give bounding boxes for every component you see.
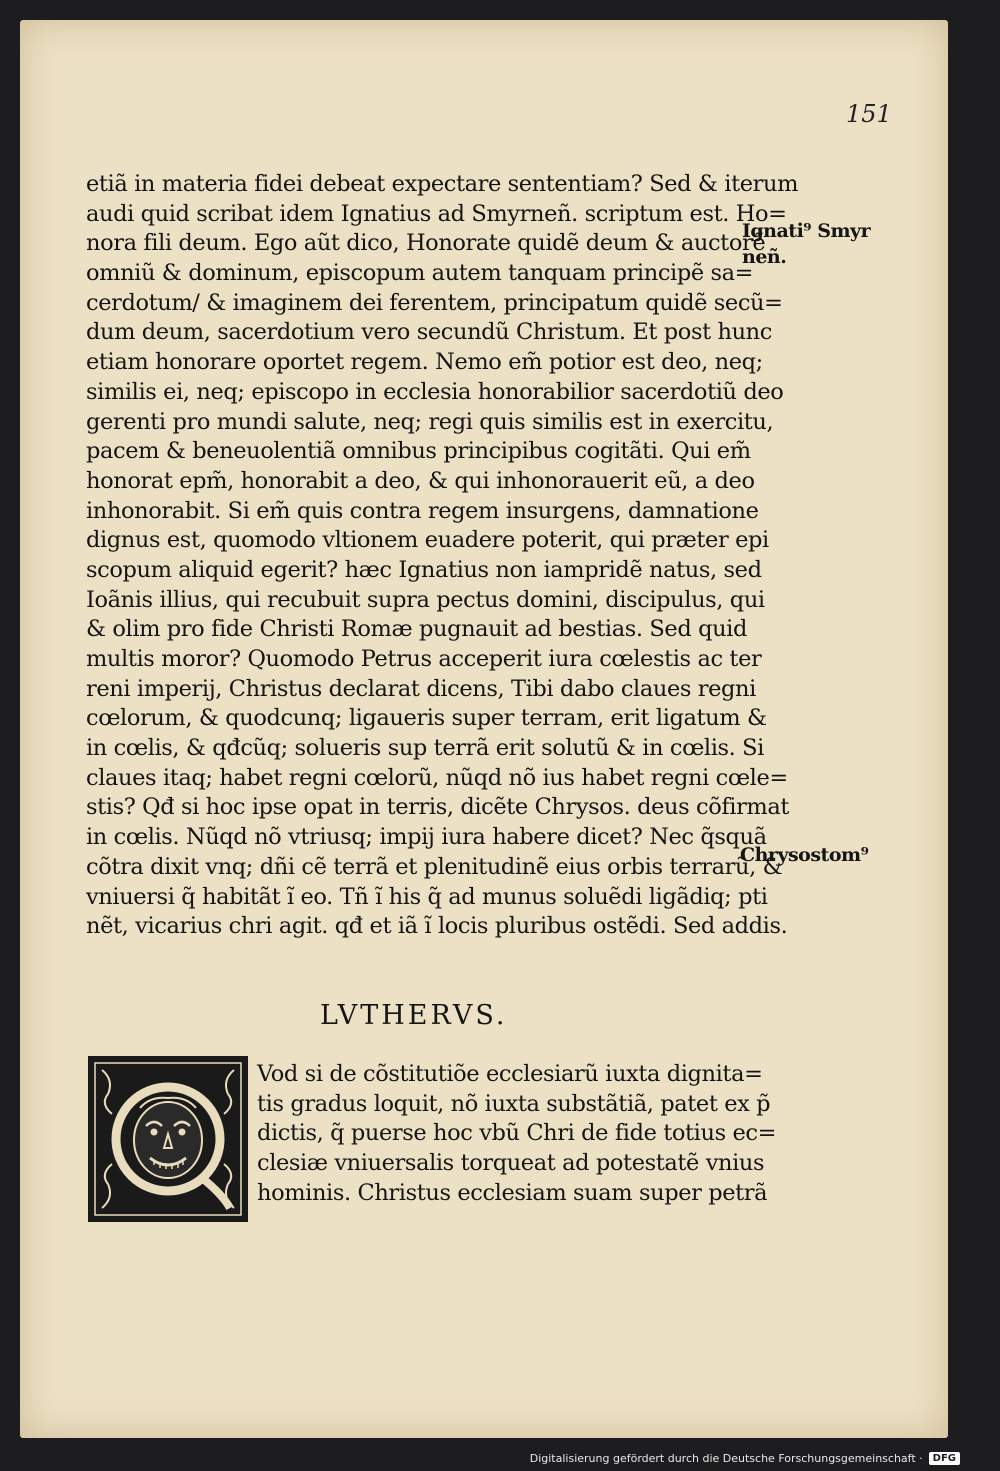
dfg-logo: DFG bbox=[929, 1452, 960, 1465]
text-line: in cœlis, & qđcũq; solueris sup terrã erit solutũ & in cœlis. Si bbox=[86, 735, 764, 762]
marginal-note-line: neñ. bbox=[742, 246, 787, 268]
footer-text: Digitalisierung gefördert durch die Deutsche Forschungsgemeinschaft · bbox=[529, 1452, 923, 1465]
text-line: clesiæ vniuersalis torqueat ad potestatẽ vnius bbox=[257, 1150, 765, 1177]
text-line: cerdotum/ & imaginem dei ferentem, principatum quidẽ secũ= bbox=[86, 289, 783, 316]
text-line: Ioãnis illius, qui recubuit supra pectus domini, discipulus, qui bbox=[86, 586, 765, 613]
text-line: cõtra dixit vnq; dñi cẽ terrã et plenitudinẽ eius orbis terrarũ, & bbox=[86, 853, 783, 880]
marginal-note-ignatius bbox=[742, 218, 870, 270]
text-line: stis? Qđ si hoc ipse opat in terris, dicẽte Chrysos. deus cõfirmat bbox=[86, 794, 790, 821]
text-line: honorat epm̃, honorabit a deo, & qui inhonorauerit eũ, a deo bbox=[86, 467, 755, 494]
text-line: inhonorabit. Si em̃ quis contra regem insurgens, damnatione bbox=[86, 497, 759, 524]
text-line: pacem & beneuolentiã omnibus principibus cogitãti. Qui em̃ bbox=[86, 438, 751, 465]
text-line: cœlorum, & quodcunq; ligaueris super terram, erit ligatum & bbox=[86, 705, 767, 732]
text-line: omniũ & dominum, episcopum autem tanquam principẽ sa= bbox=[86, 260, 754, 287]
marginal-note-chrysostom: Chrysostom⁹ bbox=[740, 844, 869, 866]
text-line: audi quid scribat idem Ignatius ad Smyrneñ. scriptum est. Ho= bbox=[86, 200, 787, 227]
text-line: etiam honorare oportet regem. Nemo em̃ potior est deo, neq; bbox=[86, 349, 763, 376]
text-line: dictis, q̃ puerse hoc vbũ Chri de fide totius ec= bbox=[257, 1120, 777, 1147]
text-line: dignus est, quomodo vltionem euadere poterit, qui præter epi bbox=[86, 527, 769, 554]
initial-paragraph bbox=[257, 1058, 777, 1206]
text-line: nora fili deum. Ego aũt dico, Honorate quidẽ deum & auctorẽ bbox=[86, 230, 766, 257]
book-page bbox=[20, 20, 948, 1438]
text-line: multis moror? Quomodo Petrus acceperit iura cœlestis ac ter bbox=[86, 646, 762, 672]
section-heading: LVTHERVS. bbox=[320, 1000, 508, 1031]
main-text-block bbox=[86, 170, 799, 942]
woodcut-initial-q-face-icon bbox=[88, 1056, 248, 1222]
text-line: & olim pro fide Christi Romæ pugnauit ad bestias. Sed quid bbox=[86, 616, 747, 643]
text-line: scopum aliquid egerit? hæc Ignatius non iampridẽ natus, sed bbox=[86, 556, 762, 583]
text-line: similis ei, neq; episcopo in ecclesia honorabilior sacerdotiũ deo bbox=[86, 378, 784, 405]
text-line: hominis. Christus ecclesiam suam super petrã bbox=[257, 1179, 768, 1206]
text-line: etiã in materia fidei debeat expectare sententiam? Sed & iterum bbox=[86, 171, 799, 197]
text-line: nẽt, vicarius chri agit. qđ et iã ĩ locis pluribus ostẽdi. Sed addis. bbox=[86, 913, 788, 940]
funding-footer bbox=[530, 1452, 960, 1465]
text-line: in cœlis. Nũqd nõ vtriusq; impij iura habere dicet? Nec q̃squã bbox=[86, 824, 767, 851]
text-line: gerenti pro mundi salute, neq; regi quis similis est in exercitu, bbox=[86, 408, 774, 435]
text-line: dum deum, sacerdotium vero secundũ Christum. Et post hunc bbox=[86, 319, 772, 346]
marginal-note-line: Ignati⁹ Smyr bbox=[742, 220, 871, 242]
text-line: Vod si de cõstitutiõe ecclesiarũ iuxta dignita= bbox=[257, 1061, 763, 1087]
text-line: reni imperij, Christus declarat dicens, Tibi dabo claues regni bbox=[86, 675, 756, 702]
text-line: claues itaq; habet regni cœlorũ, nũqd nõ ius habet regni cœle= bbox=[86, 764, 788, 791]
text-line: tis gradus loquit, nõ iuxta substãtiã, patet ex p̃ bbox=[257, 1090, 771, 1117]
folio-number: 151 bbox=[846, 100, 892, 128]
text-line: vniuersi q̃ habitãt ĩ eo. Tñ ĩ his q̃ ad munus soluẽdi ligãdiq; pti bbox=[86, 883, 768, 910]
